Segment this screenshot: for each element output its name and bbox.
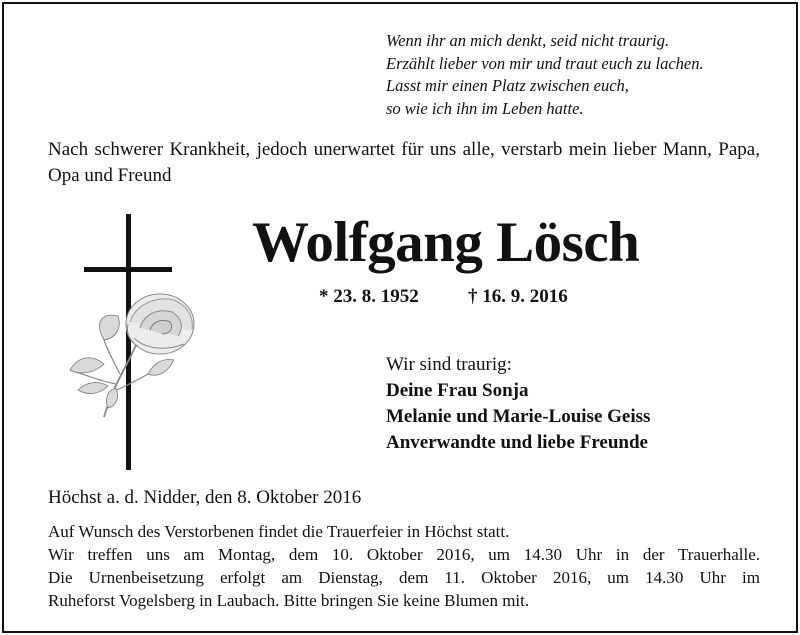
intro-text: Nach schwerer Krankheit, jedoch unerwartet für uns alle, verstarb mein lieber Mann, Papa, Opa und Freund [48, 139, 760, 186]
cross-with-rose [64, 212, 204, 474]
mourners-block [386, 352, 650, 456]
poem-line: Wenn ihr an mich denkt, seid nicht traurig. [386, 31, 670, 50]
poem-line: Lasst mir einen Platz zwischen euch, [386, 76, 629, 95]
deceased-name: Wolfgang Lösch [252, 211, 640, 274]
obituary-notice [2, 2, 798, 633]
funeral-line: Wir treffen uns am Montag, dem 10. Oktober 2016, um 14.30 Uhr in der Trauerhalle. [48, 545, 760, 564]
mourners-heading: Wir sind traurig: [386, 354, 512, 375]
birth-date: * 23. 8. 1952 [319, 286, 419, 307]
funeral-line: Ruheforst Vogelsberg in Laubach. Bitte bringen Sie keine Blumen mit. [48, 591, 530, 610]
poem [386, 30, 704, 120]
place-and-date: Höchst a. d. Nidder, den 8. Oktober 2016 [48, 487, 362, 508]
funeral-line: Die Urnenbeisetzung erfolgt am Dienstag, dem 11. Oktober 2016, um 14.30 Uhr im [48, 568, 760, 587]
poem-line: Erzählt lieber von mir und traut euch zu lachen. [386, 53, 704, 73]
poem-line: so wie ich ihn im Leben hatte. [386, 98, 584, 118]
funeral-details [48, 520, 760, 612]
funeral-line: Auf Wunsch des Verstorbenen findet die Trauerfeier in Höchst statt. [48, 522, 510, 541]
rose-icon [70, 294, 194, 417]
death-date: † 16. 9. 2016 [468, 286, 568, 307]
mourner-name: Deine Frau Sonja [386, 380, 529, 401]
mourner-name: Melanie und Marie-Louise Geiss [386, 406, 651, 427]
mourner-name: Anverwandte und liebe Freunde [386, 432, 648, 453]
